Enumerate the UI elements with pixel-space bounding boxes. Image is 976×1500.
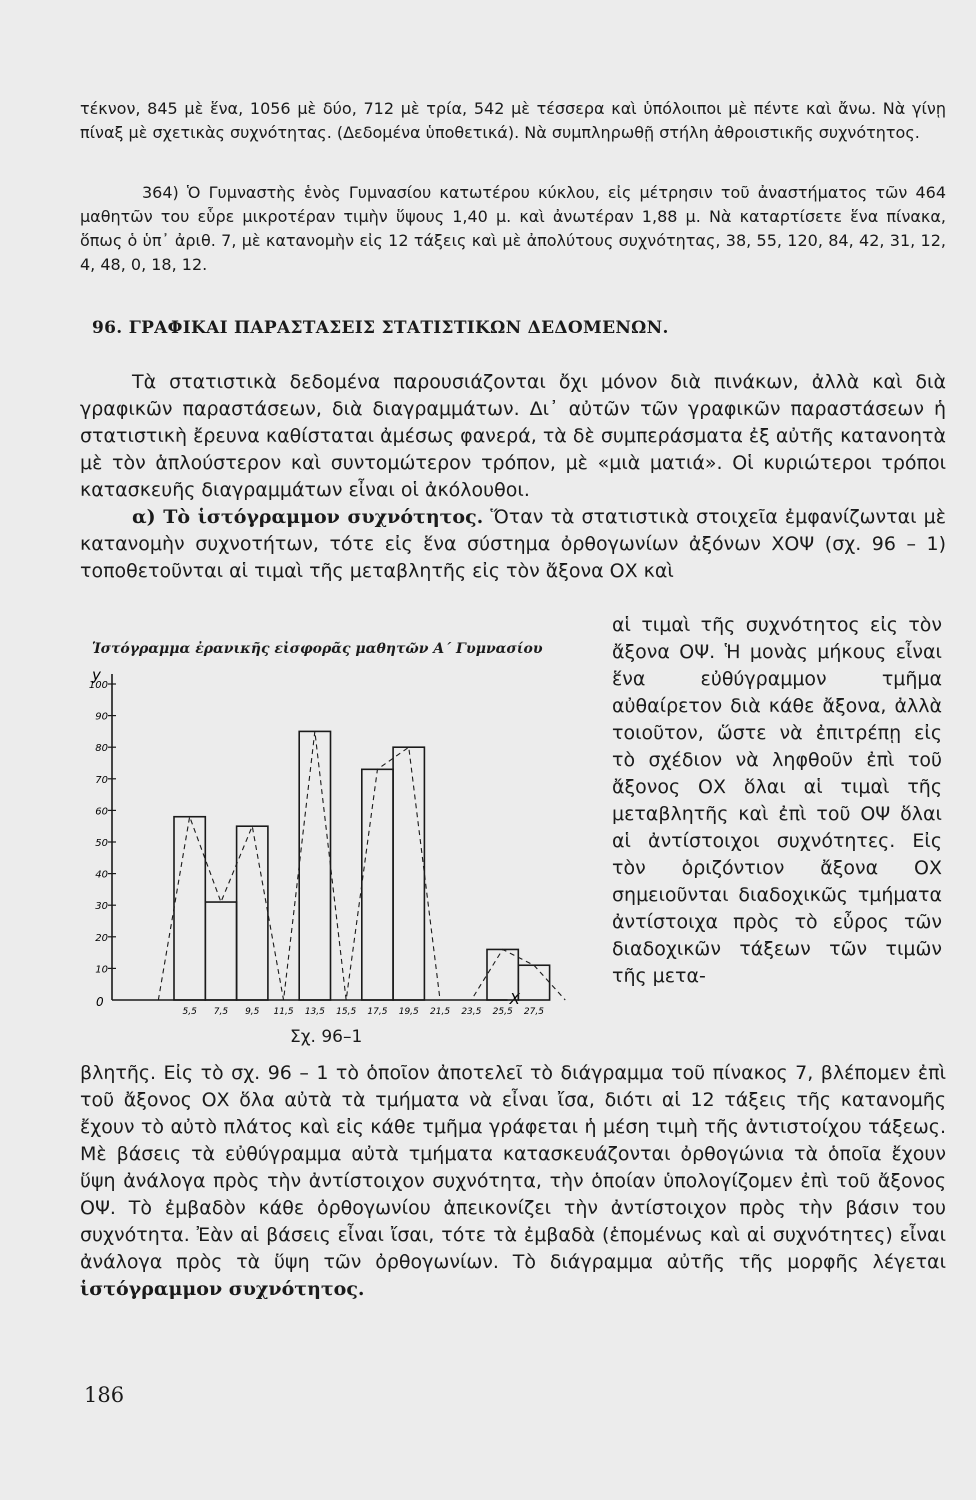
paragraph-3-text: βλητῆς. Εἰς τὸ σχ. 96 – 1 τὸ ὁποῖον ἀποτελεῖ τὸ διάγραμμα τοῦ πίνακος 7, βλέπομεν ἐπὶ τοῦ ἄξονος ΟΧ ὅλα αὐτὰ τὰ τμήματα νὰ εἶναι ἴσα, διότι αἱ 12 τάξεις τῆς κατανομῆς ἔχουν τὸ αὐτὸ πλάτος καὶ εἰς κάθε τμῆμα γράφεται ἡ μέση τιμὴ τῆς ἀντιστοίχου τάξεως. Μὲ βάσεις τὰ εὐθύγραμμα αὐτὰ τμήματα κατασκευάζονται ὀρθογώνια τὰ ὁποῖα ἔχουν ὕψη ἀνάλογα πρὸς τὴν ἀντίστοιχον συχνότητα, τὴν ὁποίαν ὑπολογίζομεν ἐπὶ τοῦ ἄξονος ΟΨ. Τὸ ἐμβαδὸν κάθε ὀρθογωνίου ἀπεικονίζει τὴν ἀντίστοιχον πρὸς τὴν βάσιν του συχνότητα. Ἐὰν αἱ βάσεις εἶναι ἴσαι, τότε τὰ ἐμβαδὰ (ἑπομένως καὶ αἱ συχνότητες) εἶναι ἀνάλογα πρὸς τὰ ὕψη τῶν ὀρθογωνίων. Τὸ διάγραμμα αὐτῆς τῆς μορφῆς λέγεται <box>80 1062 946 1273</box>
y-tick-label: 40 <box>95 869 108 881</box>
x-tick-label: 15,5 <box>336 1007 357 1017</box>
y-tick-label: 50 <box>95 838 108 849</box>
x-tick-label: 11,5 <box>273 1007 294 1017</box>
histogram-bar <box>174 817 205 1000</box>
x-tick-label: 21,5 <box>430 1007 451 1017</box>
figure-caption: Σχ. 96–1 <box>290 1027 363 1047</box>
x-axis-label: X <box>509 990 520 1008</box>
main-text-top <box>80 369 946 585</box>
main-text-bottom <box>80 1060 946 1303</box>
right-column-text: αἱ τιμαὶ τῆς συχνότητος εἰς τὸν ἄξονα ΟΨ. Ἡ μονὰς μήκους εἶναι ἕνα εὐθύγραμμον τμῆμα αὐθαίρετον διὰ κάθε ἄξονα, ἀλλὰ τοιοῦτον, ὥστε νὰ ἐπιτρέπῃ εἰς τὸ σχέδιον νὰ ληφθοῦν ἐπὶ τοῦ ἄξονος ΟΧ ὅλαι αἱ τιμαὶ τῆς μεταβλητῆς καὶ ἐπὶ τοῦ ΟΨ ὅλαι αἱ ἀντίστοιχοι συχνότητες. Εἰς τὸν ὁριζόντιον ἄξονα ΟΧ σημειοῦνται διαδοχικῶς τμήματα ἀντίστοιχα πρὸς τὸ εὖρος τῶν διαδοχικῶν τάξεων τῶν τιμῶν τῆς μετα- <box>612 614 942 987</box>
paragraph-3 <box>80 1060 946 1303</box>
paragraph-2 <box>80 504 946 585</box>
paragraph-1: Τὰ στατιστικὰ δεδομένα παρουσιάζονται ὄχι μόνον διὰ πινάκων, ἀλλὰ καὶ διὰ γραφικῶν παραστάσεων, διὰ διαγραμμάτων. Δι᾿ αὐτῶν τῶν γραφικῶν παραστάσεων ἡ στατιστικὴ ἔρευνα καθίσταται ἀμέσως φανερά, τὰ δὲ συμπεράσματα ἐξ αὐτῆς κατανοητὰ μὲ τὸν ἁπλούστερον καὶ συντομώτερον τρόπον, μὲ «μιὰ ματιά». Οἱ κυριώτεροι τρόποι κατασκευῆς διαγραμμάτων εἶναι οἱ ἀκόλουθοι. <box>80 371 946 501</box>
section-heading: 96. ΓΡΑΦΙΚΑΙ ΠΑΡΑΣΤΑΣΕΙΣ ΣΤΑΤΙΣΤΙΚΩΝ ΔΕΔΟΜΕΝΩΝ. <box>92 318 669 338</box>
paragraph-2-label: α) Τὸ ἱστόγραμμον συχνότητος. <box>132 506 484 528</box>
y-tick-label: 90 <box>95 711 108 723</box>
histogram-chart <box>84 662 604 1022</box>
y-tick-label: 10 <box>95 964 108 976</box>
exercise-364: 364) Ὁ Γυμναστὴς ἑνὸς Γυμνασίου κατωτέρου κύκλου, εἰς μέτρησιν τοῦ ἀναστήματος τῶν 464 μαθητῶν του εὗρε μικροτέραν τιμὴν ὕψους 1,40 μ. καὶ ἀνωτέραν 1,88 μ. Νὰ καταρτίσετε ἕνα πίνακα, ὅπως ὁ ὑπ᾿ ἀριθ. 7, μὲ κατανομὴν εἰς 12 τάξεις καὶ μὲ ἀπολύτους συχνότητας, 38, 55, 120, 84, 42, 31, 12, 4, 48, 0, 18, 12. <box>80 183 946 274</box>
y-tick-label: 100 <box>88 680 108 691</box>
x-tick-label: 9,5 <box>245 1007 260 1017</box>
x-tick-label: 5,5 <box>182 1007 197 1017</box>
x-tick-label: 17,5 <box>367 1007 388 1017</box>
x-tick-label: 23,5 <box>461 1007 482 1017</box>
y-axis-label: y <box>92 666 101 684</box>
histogram-bar <box>299 731 330 1000</box>
y-tick-label: 20 <box>95 932 108 944</box>
paragraph-2-text: Ὅταν τὰ στατιστικὰ στοιχεῖα ἐμφανίζωνται μὲ κατανομὴν συχνοτήτων, τότε εἰς ἕνα σύστημα ὀρθογωνίων ἀξόνων ΧΟΨ (σχ. 96 – 1) τοποθετοῦνται αἱ τιμαὶ τῆς μεταβλητῆς εἰς τὸν ἄξονα ΟΧ καὶ <box>80 506 946 582</box>
x-tick-label: 25,5 <box>492 1007 513 1017</box>
x-tick-label: 27,5 <box>523 1007 544 1017</box>
y-tick-label: 30 <box>95 901 108 913</box>
intro-paragraph: τέκνον, 845 μὲ ἕνα, 1056 μὲ δύο, 712 μὲ τρία, 542 μὲ τέσσερα καὶ ὑπόλοιποι μὲ πέντε καὶ ἄνω. Νὰ γίνῃ πίναξ μὲ σχετικὰς συχνότητας. (Δεδομένα ὑποθετικά). Νὰ συμπληρωθῇ στήλη ἀθροιστικῆς συχνότητος. <box>80 99 946 142</box>
histogram-bar <box>237 826 268 1000</box>
origin-label: 0 <box>96 995 104 1009</box>
histogram-bar <box>393 747 424 1000</box>
histogram-bar <box>205 902 236 1000</box>
paragraph-3-bold: ἱστόγραμμον συχνότητος. <box>80 1278 365 1300</box>
chart-title: Ἱστόγραμμα ἐρανικῆς εἰσφορᾶς μαθητῶν Α΄ Γυμνασίου <box>92 641 543 657</box>
y-tick-label: 80 <box>95 743 108 755</box>
x-tick-label: 13,5 <box>304 1007 325 1017</box>
histogram-bar <box>362 769 393 1000</box>
x-tick-label: 19,5 <box>398 1007 419 1017</box>
histogram-bar <box>518 965 549 1000</box>
y-tick-label: 60 <box>95 806 108 818</box>
y-tick-label: 70 <box>95 774 108 786</box>
page-number: 186 <box>84 1383 125 1407</box>
x-tick-label: 7,5 <box>213 1007 229 1017</box>
